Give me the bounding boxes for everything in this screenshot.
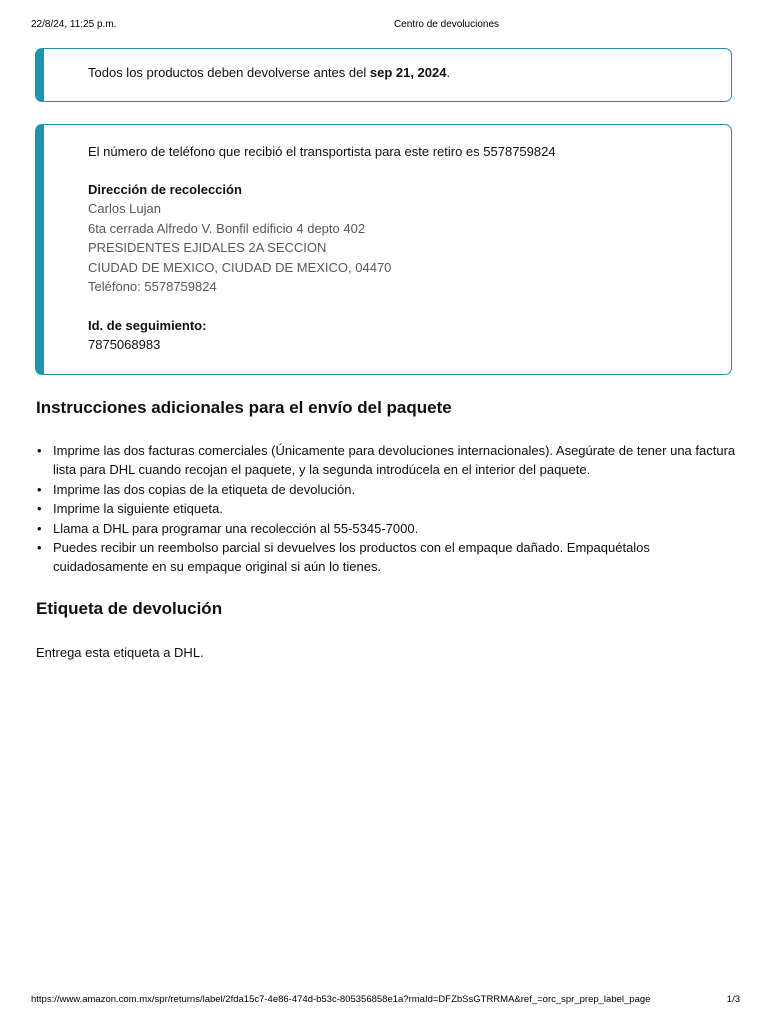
pickup-info-box	[35, 124, 732, 375]
instructions-list	[36, 441, 743, 577]
deadline-text	[88, 65, 450, 80]
address-heading: Dirección de recolección	[88, 181, 242, 197]
pickup-info-content	[88, 142, 556, 355]
bullet-icon: •	[37, 501, 42, 517]
list-item-text: Imprime la siguiente etiqueta.	[53, 501, 223, 517]
print-header	[0, 19, 768, 33]
list-item-text: Llama a DHL para programar una recolección al 55-5345-7000.	[53, 520, 419, 536]
list-item-text: Imprime las dos copias de la etiqueta de devolución.	[53, 481, 356, 497]
list-item	[37, 480, 743, 499]
return-label-instruction: Entrega esta etiqueta a DHL.	[36, 645, 204, 660]
list-item	[37, 499, 743, 518]
address-neighborhood: PRESIDENTES EJIDALES 2A SECCION	[88, 240, 327, 255]
tracking-id: 7875068983	[88, 337, 161, 352]
return-label-heading: Etiqueta de devolución	[36, 599, 223, 618]
address-city: CIUDAD DE MEXICO, CIUDAD DE MEXICO, 04470	[88, 259, 392, 275]
address-phone: Teléfono: 5578759824	[88, 279, 217, 294]
bullet-icon: •	[37, 481, 42, 497]
list-item	[37, 441, 743, 480]
deadline-date: sep 21, 2024	[369, 65, 447, 80]
list-item-text: Imprime las dos facturas comerciales (Únicamente para devoluciones internacionales). Asegúrate de tener una factura lista para DHL cuando recojan el paquete, y la segunda introdúcela en el interior del paquete.	[53, 443, 736, 478]
address-name: Carlos Lujan	[88, 201, 161, 216]
list-item	[37, 538, 743, 577]
list-item	[37, 519, 743, 538]
deadline-prefix: Todos los productos deben devolverse antes del	[88, 65, 370, 80]
bullet-icon: •	[37, 540, 42, 556]
print-datetime: 22/8/24, 11:25 p.m.	[31, 19, 117, 30]
print-page-title: Centro de devoluciones	[393, 19, 500, 30]
carrier-phone-note: El número de teléfono que recibió el transportista para este retiro es 5578759824	[88, 144, 556, 159]
tracking-heading: Id. de seguimiento:	[88, 317, 207, 333]
list-item-text: Puedes recibir un reembolso parcial si devuelves los productos con el empaque dañado. Empaquétalos cuidadosamente en su empaque original si aún lo tienes.	[53, 540, 650, 575]
bullet-icon: •	[37, 520, 42, 536]
return-deadline-alert	[35, 48, 732, 102]
deadline-suffix: .	[446, 65, 451, 80]
bullet-icon: •	[37, 443, 42, 458]
print-url: https://www.amazon.com.mx/spr/returns/label/2fda15c7-4e86-474d-b53c-805356858e1a?rmaId=DFZbSsGTRRMA&ref_=orc_spr_prep_label_page	[31, 994, 651, 1005]
instructions-heading: Instrucciones adicionales para el envío del paquete	[36, 398, 452, 417]
print-page-number: 1/3	[726, 994, 740, 1005]
address-street: 6ta cerrada Alfredo V. Bonfil edificio 4 depto 402	[88, 220, 366, 236]
